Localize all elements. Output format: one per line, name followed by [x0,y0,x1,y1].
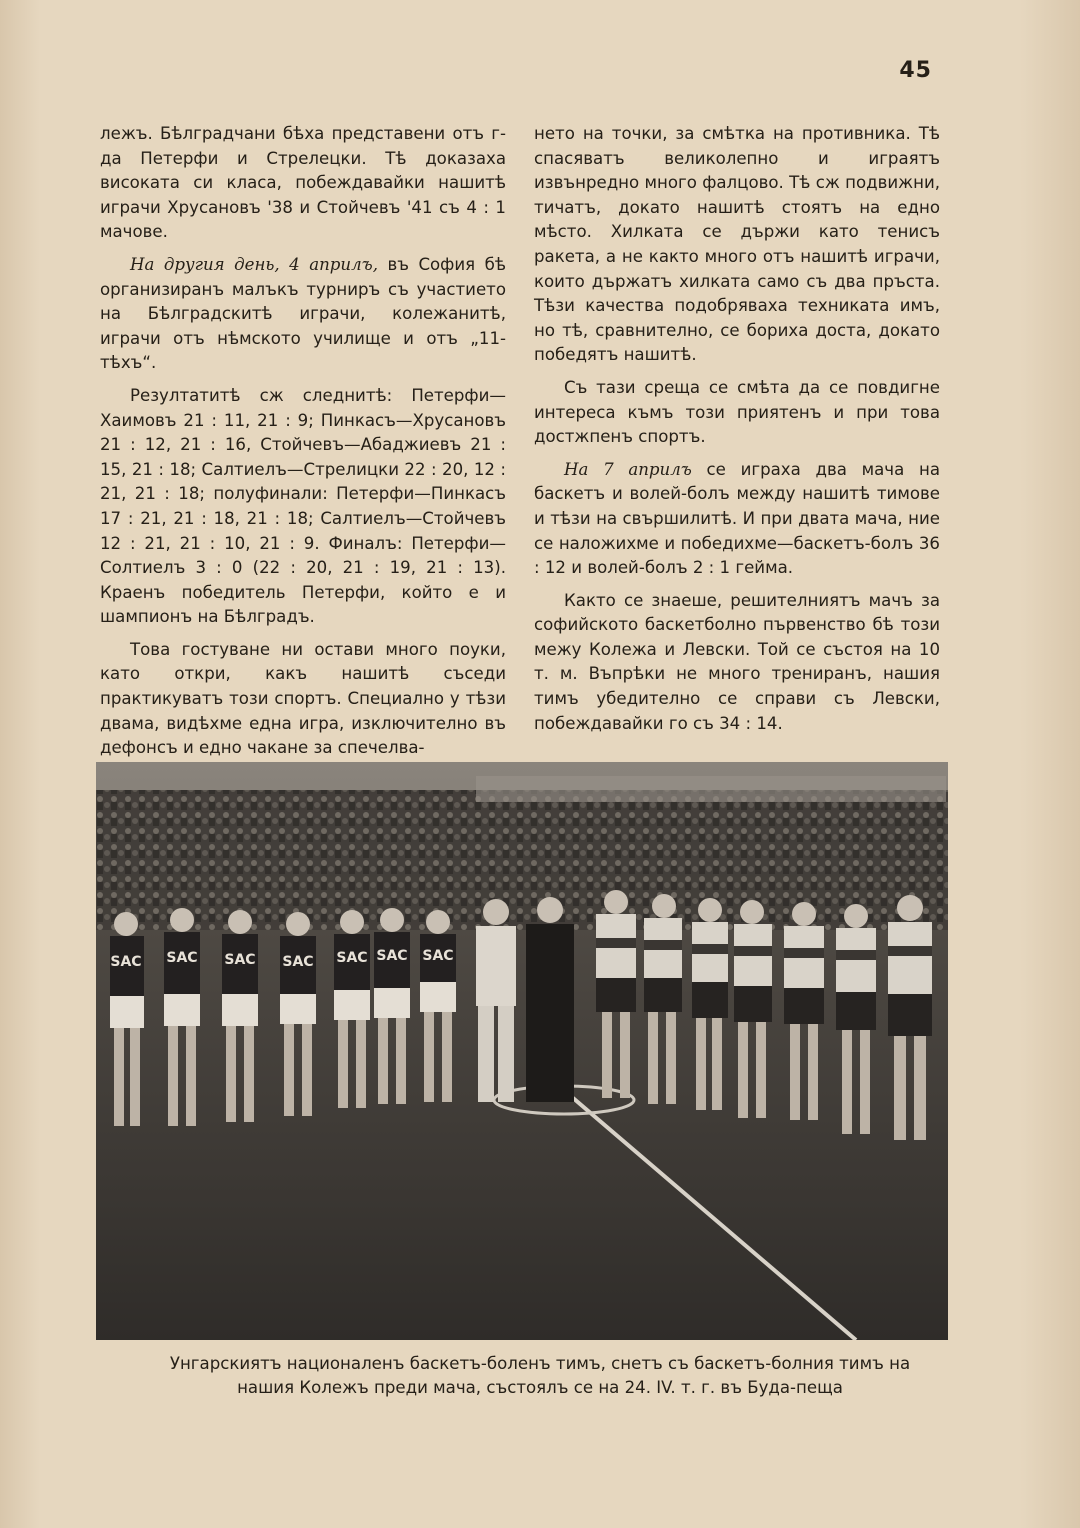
right-paragraph-4: Както се знаеше, решителниятъ мачъ за софийското баскетболно първенство бѣ този межу Колежа и Левски. Той се състоя на 10 т. м. Въпрѣки не много трениранъ, нашия тимъ убедително се справи съ Левски, побеждавайки го съ 34 : 14. [534,590,940,733]
caption-line-1: Унгарскиятъ националенъ баскетъ-боленъ тимъ, снетъ съ баскетъ-болния тимъ на [169,1354,911,1373]
left-paragraph-2-italic: На другия день, 4 априлъ, [130,254,378,274]
jersey-text: SAC [166,950,198,966]
official-dark [526,897,574,1102]
right-column [534,122,940,744]
left-column [100,122,506,769]
jersey-text: SAC [336,950,368,966]
right-paragraph-3-italic: На 7 априлъ [564,459,692,479]
photo-caption [100,1352,980,1400]
team-photo-drawing [96,762,948,1340]
left-paragraph-2 [100,253,506,376]
jersey-text: SAC [110,954,142,970]
right-paragraph-3-text: се играха два мача на баскетъ и волей-болъ между нашитѣ тимове и тѣзи на свършилитѣ. И при двата мача, ние се наложихме и победихме—баскетъ-болъ 36 : 12 и волей-болъ 2 : 1 гейма. [534,459,940,578]
jersey-text: SAC [282,954,314,970]
jersey-text: SAC [224,952,256,968]
caption-line-2: нашия Колежъ преди мача, състоялъ се на 24. IV. т. г. въ Буда-пеща [237,1378,843,1397]
jersey-text: SAC [422,948,454,964]
jersey-text: SAC [376,948,408,964]
right-paragraph-2: Съ тази среща се смѣта да се повдигне интереса къмъ този приятенъ и при това достжпенъ спортъ. [534,377,940,447]
left-paragraph-4: Това гостуване ни остави много поуки, като откри, какъ нашитѣ съседи практикуватъ този спортъ. Специално у тѣзи двама, видѣхме една игра, изключително въ дефонсъ и едно чакане за спечелва- [100,639,506,758]
team-photo [96,762,948,1340]
left-paragraph-1: лежъ. Бѣлградчани бѣха представени отъ г-да Петерфи и Стрелецки. Тѣ доказаха високата си класа, побеждавайки нашитѣ играчи Хрусановъ '38 и Стойчевъ '41 съ 4 : 1 мачове. [100,124,506,242]
right-paragraph-1: нето на точки, за смѣтка на противника. Тѣ спасяватъ великолепно и играятъ извънредно много фалцово. Тѣ сж подвижни, тичатъ, докато нашитѣ стоятъ на едно мѣсто. Хилката се държи като тенисъ ракета, а не както много отъ нашитѣ играчи, които държатъ хилката само съ два пръста. Тѣзи качества подобряваха техниката имъ, но тѣ, сравнително, се бориха доста, докато победятъ нашитѣ. [534,124,940,365]
left-paragraph-3: Резултатитѣ сж следнитѣ: Петерфи—Хаимовъ 21 : 11, 21 : 9; Пинкасъ—Хрусановъ 21 : 12, 21 : 16, Стойчевъ—Абаджиевъ 21 : 15, 21 : 18; Салтиелъ—Стрелицки 22 : 20, 12 : 21, 21 : 18; полуфинали: Петерфи—Пинкасъ 17 : 21, 21 : 18, 21 : 18; Салтиелъ—Стойчевъ 12 : 21, 21 : 10, 21 : 9. Финалъ: Петерфи—Солтиелъ 3 : 0 (22 : 20, 21 : 19, 21 : 13). Краенъ победитель Петерфи, който е и шампионъ на Бѣлградъ. [100,385,506,627]
stadium-banner [476,776,946,802]
right-paragraph-3 [534,458,940,581]
page-number: 45 [899,58,932,83]
left-paragraph-2-text: въ София бѣ организиранъ малъкъ турниръ съ участието на Бѣлградскитѣ играчи, колежанитѣ, играчи отъ нѣмското училище и отъ „11-тѣхъ“. [100,254,506,373]
crowd [96,790,948,930]
